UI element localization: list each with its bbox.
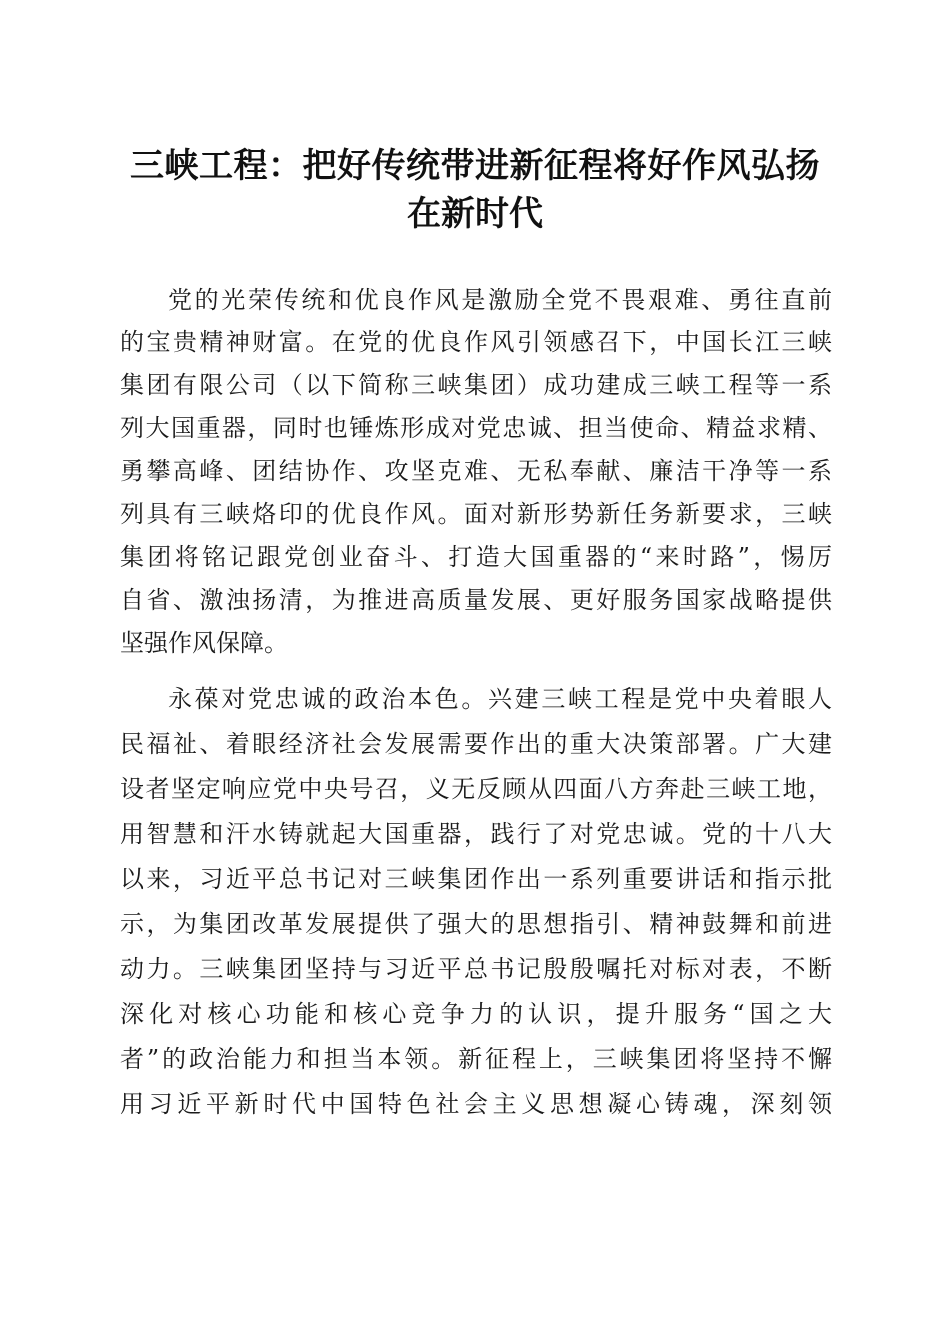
paragraph-2-line-6: 示，为集团改革发展提供了强大的思想指引、精神鼓舞和前进	[120, 910, 832, 938]
paragraph-1-line-6: 列具有三峡烙印的优良作风。面对新形势新任务新要求，三峡	[120, 500, 832, 528]
document-title-line-1: 三峡工程：把好传统带进新征程将好作风弘扬	[130, 146, 820, 186]
paragraph-1-line-5: 勇攀高峰、团结协作、攻坚克难、无私奉献、廉洁干净等一系	[120, 457, 832, 485]
paragraph-2-line-4: 用智慧和汗水铸就起大国重器，践行了对党忠诚。党的十八大	[120, 820, 832, 848]
document-title-line-2: 在新时代	[407, 194, 543, 234]
paragraph-1-line-8: 自省、激浊扬清，为推进高质量发展、更好服务国家战略提供	[120, 586, 832, 614]
paragraph-1-line-9: 坚强作风保障。	[120, 629, 288, 657]
paragraph-2-line-5: 以来，习近平总书记对三峡集团作出一系列重要讲话和指示批	[120, 865, 832, 893]
paragraph-2-line-8: 深化对核心功能和核心竞争力的认识，提升服务“国之大	[120, 1000, 832, 1028]
paragraph-2-line-1: 永葆对党忠诚的政治本色。兴建三峡工程是党中央着眼人	[168, 685, 832, 713]
paragraph-2-line-9: 者”的政治能力和担当本领。新征程上，三峡集团将坚持不懈	[120, 1045, 832, 1073]
paragraph-1-line-2: 的宝贵精神财富。在党的优良作风引领感召下，中国长江三峡	[120, 328, 832, 356]
paragraph-1-line-1: 党的光荣传统和优良作风是激励全党不畏艰难、勇往直前	[168, 286, 832, 314]
paragraph-1-line-3: 集团有限公司（以下简称三峡集团）成功建成三峡工程等一系	[120, 371, 832, 399]
paragraph-2-line-7: 动力。三峡集团坚持与习近平总书记殷殷嘱托对标对表，不断	[120, 955, 832, 983]
paragraph-1-line-7: 集团将铭记跟党创业奋斗、打造大国重器的“来时路”，惕厉	[120, 543, 832, 571]
paragraph-1-line-4: 列大国重器，同时也锤炼形成对党忠诚、担当使命、精益求精、	[120, 414, 832, 442]
paragraph-2-line-10: 用习近平新时代中国特色社会主义思想凝心铸魂，深刻领	[120, 1090, 832, 1118]
paragraph-2-line-3: 设者坚定响应党中央号召，义无反顾从四面八方奔赴三峡工地，	[120, 775, 832, 803]
paragraph-2-line-2: 民福祉、着眼经济社会发展需要作出的重大决策部署。广大建	[120, 730, 832, 758]
